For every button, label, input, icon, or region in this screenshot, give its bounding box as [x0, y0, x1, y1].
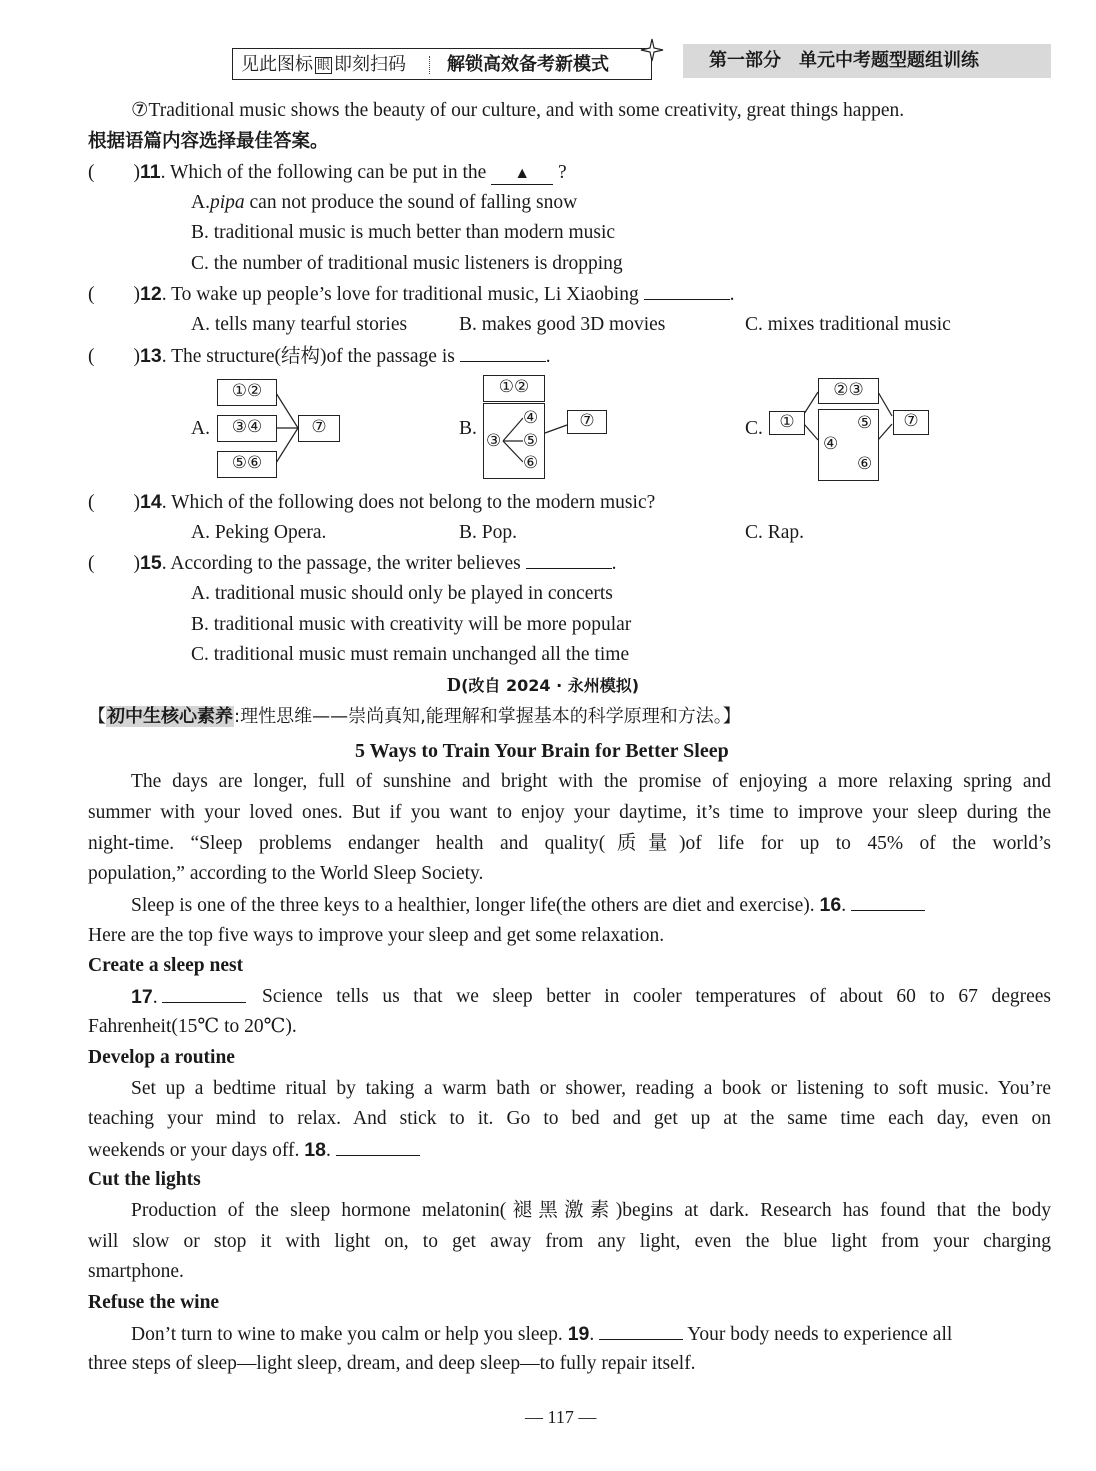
q15-option-a[interactable]: A. traditional music should only be played in concerts: [191, 583, 613, 604]
q13-a-box-34: ③④: [217, 415, 277, 442]
answer-blank: [460, 345, 546, 362]
q13-b-node-3: ③: [486, 431, 502, 450]
question-13-stem: ( )13. The structure(结构)of the passage is .: [88, 345, 551, 367]
q13-c-node-5: ⑤: [857, 413, 873, 432]
paragraph-5-line-1: Production of the sleep hormone melatonin(褪黑激素)begins at dark. Research has found that the body: [131, 1200, 1051, 1221]
eye-icon: 眼: [317, 58, 331, 73]
question-text: . Which of the following can be put in the: [160, 162, 487, 183]
section-d-heading: D(改自 2024 · 永州模拟): [447, 675, 640, 696]
header-scan-text-2: 即刻扫码: [334, 54, 407, 75]
article-title: 5 Ways to Train Your Brain for Better Sleep: [355, 740, 729, 762]
paragraph-5-line-2: will slow or stop it with light on, to get away from any light, even the blue light from your charging: [88, 1231, 1051, 1252]
question-15-stem: ( )15. According to the passage, the writer believes .: [88, 552, 617, 574]
paragraph-1-line-3: night-time. “Sleep problems endanger health and quality(质量)of life for up to 45% of the world’s: [88, 833, 1051, 854]
subheading-routine: Develop a routine: [88, 1047, 235, 1068]
paragraph-4-line-3: weekends or your days off. 18.: [88, 1138, 420, 1163]
subheading-wine: Refuse the wine: [88, 1292, 220, 1313]
q14-option-a[interactable]: A. Peking Opera.: [191, 522, 327, 543]
paragraph-6-line-1: Don’t turn to wine to make you calm or help you sleep. 19. Your body needs to experience all: [131, 1323, 953, 1345]
answer-paren[interactable]: ( ): [88, 553, 140, 574]
paragraph-6-line-2: three steps of sleep—light sleep, dream, and deep sleep—to fully repair itself.: [88, 1353, 696, 1374]
header-scan-banner: [232, 48, 652, 80]
q11-option-b[interactable]: B. traditional music is much better than modern music: [191, 222, 616, 243]
q13-c-box-7: ⑦: [893, 410, 929, 435]
paragraph-3-line-2: Fahrenheit(15℃ to 20℃).: [88, 1016, 297, 1037]
core-literacy-label: 初中生核心素养: [107, 706, 233, 727]
question-end: ?: [558, 162, 567, 183]
answer-blank-16[interactable]: [851, 894, 925, 911]
core-literacy-note: 【初中生核心素养:理性思维——崇尚真知,能理解和掌握基本的科学原理和方法。】: [88, 706, 741, 727]
header-promo-text: 解锁高效备考新模式: [447, 54, 609, 75]
header-section-title: 第一部分 单元中考题型题组训练: [709, 50, 979, 71]
answer-paren[interactable]: ( ): [88, 162, 140, 183]
paragraph-4-line-1: Set up a bedtime ritual by taking a warm bath or shower, reading a book or listening to soft music. You’re: [131, 1078, 1051, 1099]
question-11-stem: [88, 160, 567, 185]
q14-option-b[interactable]: B. Pop.: [459, 522, 517, 543]
header-section-banner: [683, 44, 1051, 78]
q13-b-node-5: ⑤: [523, 431, 539, 450]
paragraph-2-line-1: Sleep is one of the three keys to a healthier, longer life(the others are diet and exercise). 16.: [131, 893, 925, 918]
q13-a-box-56: ⑤⑥: [217, 451, 277, 478]
answer-paren[interactable]: ( ): [88, 284, 140, 305]
q13-option-a-label[interactable]: A.: [191, 418, 210, 439]
paragraph-3-line-1: 17. Science tells us that we sleep better in cooler temperatures of about 60 to 67 degrees: [131, 986, 1051, 1008]
q13-c-node-6: ⑥: [857, 454, 873, 473]
q13-c-node-4: ④: [823, 434, 839, 453]
header-divider: [429, 56, 431, 74]
q13-b-box-7: ⑦: [567, 410, 607, 434]
q14-option-c[interactable]: C. Rap.: [745, 522, 805, 543]
header-scan-text-1: 见此图标: [241, 54, 313, 75]
q13-c-box-1: ①: [769, 411, 805, 435]
q15-option-c[interactable]: C. traditional music must remain unchanged all the time: [191, 644, 630, 665]
answer-blank: [644, 283, 730, 300]
q13-c-box-23: ②③: [818, 378, 879, 404]
q13-option-c-label[interactable]: C.: [745, 418, 763, 439]
q13-a-box-12: ①②: [217, 379, 277, 406]
paragraph-1-line-1: The days are longer, full of sunshine and bright with the promise of enjoying a more relaxing spring and: [131, 771, 1051, 792]
header-scan-text: [241, 54, 406, 76]
paragraph-2-line-2: Here are the top five ways to improve your sleep and get some relaxation.: [88, 925, 665, 946]
question-12-stem: ( )12. To wake up people’s love for traditional music, Li Xiaobing .: [88, 283, 735, 305]
q12-option-c[interactable]: C. mixes traditional music: [745, 314, 951, 335]
page-number: — 117 —: [525, 1407, 597, 1427]
q12-option-b[interactable]: B. makes good 3D movies: [459, 314, 666, 335]
paragraph-4-line-2: teaching your mind to relax. And stick to it. Go to bed and get up at the same time each day, even on: [88, 1108, 1051, 1129]
q13-b-box-12: ①②: [483, 375, 545, 402]
q13-option-b-label[interactable]: B.: [459, 418, 477, 439]
answer-paren[interactable]: ( ): [88, 346, 140, 367]
question-14-stem: ( )14. Which of the following does not belong to the modern music?: [88, 491, 656, 513]
answer-blank: ▲: [491, 164, 553, 185]
answer-blank-18[interactable]: [336, 1139, 420, 1156]
q15-option-b[interactable]: B. traditional music with creativity will be more popular: [191, 614, 632, 635]
subheading-lights: Cut the lights: [88, 1169, 201, 1190]
paragraph-1-line-2: summer with your loved ones. But if you want to enjoy your daytime, it’s time to improve your sleep during the: [88, 802, 1051, 823]
subheading-sleep-nest: Create a sleep nest: [88, 955, 244, 976]
q11-option-c[interactable]: C. the number of traditional music listeners is dropping: [191, 253, 623, 274]
paragraph-1-line-4: population,” according to the World Sleep Society.: [88, 863, 484, 884]
q13-b-node-6: ⑥: [523, 453, 539, 472]
q12-option-a[interactable]: A. tells many tearful stories: [191, 314, 408, 335]
question-number: 11: [140, 161, 161, 183]
passage-c-final-paragraph: ⑦Traditional music shows the beauty of our culture, and with some creativity, great things happen.: [131, 100, 905, 121]
answer-blank-17[interactable]: [162, 986, 246, 1003]
sparkle-icon: [640, 38, 664, 62]
q13-a-box-7: ⑦: [298, 415, 340, 442]
q11-option-a[interactable]: A.pipa can not produce the sound of falling snow: [191, 192, 578, 213]
answer-blank: [526, 552, 612, 569]
answer-blank-19[interactable]: [599, 1323, 683, 1340]
answer-paren[interactable]: ( ): [88, 492, 140, 513]
instruction: 根据语篇内容选择最佳答案。: [88, 131, 329, 152]
q13-b-node-4: ④: [523, 408, 539, 427]
paragraph-5-line-3: smartphone.: [88, 1261, 184, 1282]
